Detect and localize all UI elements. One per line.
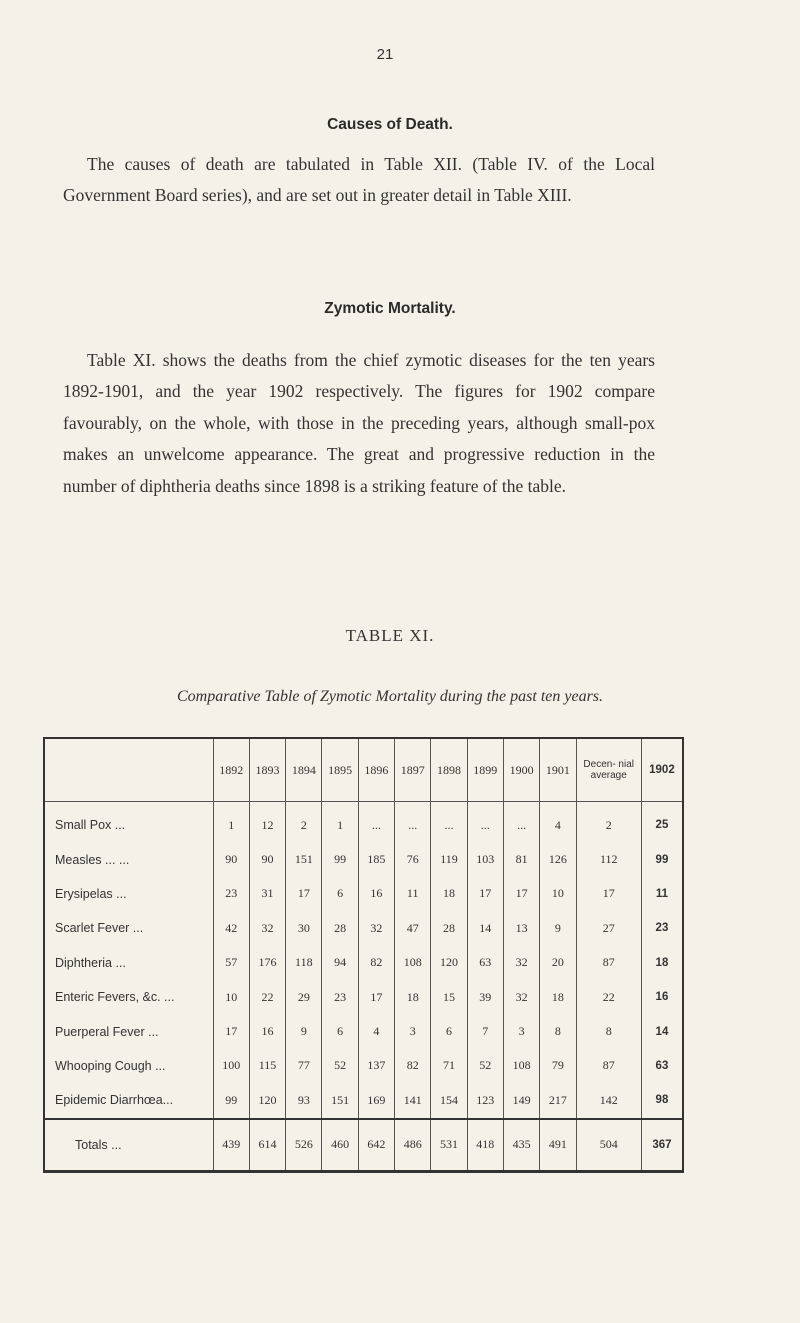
table-cell: ... <box>503 802 539 843</box>
table-cell: 4 <box>540 802 576 843</box>
table-cell: 2 <box>286 802 322 843</box>
table-cell: 87 <box>576 1049 641 1083</box>
table-cell: 28 <box>431 911 467 945</box>
table-cell: 8 <box>540 1014 576 1048</box>
table-cell: 76 <box>395 842 431 876</box>
table-cell: 137 <box>358 1049 394 1083</box>
table-cell: 17 <box>213 1014 249 1048</box>
table-cell: 23 <box>322 980 358 1014</box>
table-cell: 1 <box>322 802 358 843</box>
table-cell: 47 <box>395 911 431 945</box>
table-row <box>44 1014 683 1048</box>
table-cell: 99 <box>213 1083 249 1118</box>
row-label: Small Pox ... <box>55 818 126 833</box>
table-row <box>44 1049 683 1083</box>
table-cell: 642 <box>358 1119 394 1172</box>
table-cell: 32 <box>503 980 539 1014</box>
table-cell: 3 <box>503 1014 539 1048</box>
table-cell: ... <box>431 802 467 843</box>
table-cell: 526 <box>286 1119 322 1172</box>
table-cell: 22 <box>576 980 641 1014</box>
table-cell: 151 <box>322 1083 358 1118</box>
table-title: TABLE XI. <box>345 626 435 645</box>
table-cell: 82 <box>358 946 394 980</box>
row-label: Enteric Fevers, &c. ... <box>55 990 175 1005</box>
row-label: Puerperal Fever ... <box>55 1024 159 1039</box>
table-cell: 30 <box>286 911 322 945</box>
table-cell: 120 <box>431 946 467 980</box>
table-cell: 87 <box>576 946 641 980</box>
table-cell: 11 <box>395 877 431 911</box>
table-cell: 217 <box>540 1083 576 1118</box>
table-row <box>44 802 683 843</box>
header-cell-1894: 1894 <box>286 738 322 802</box>
table-cell: 103 <box>467 842 503 876</box>
table-row <box>44 911 683 945</box>
table-row <box>44 946 683 980</box>
row-label: Scarlet Fever ... <box>55 921 144 936</box>
table-cell: 32 <box>249 911 285 945</box>
table-cell: 123 <box>467 1083 503 1118</box>
table-cell: 17 <box>358 980 394 1014</box>
table-cell: 79 <box>540 1049 576 1083</box>
table-row <box>44 1083 683 1118</box>
table-cell: 435 <box>503 1119 539 1172</box>
table-cell: 460 <box>322 1119 358 1172</box>
table-cell: 42 <box>213 911 249 945</box>
table-cell: 94 <box>322 946 358 980</box>
table-cell: 63 <box>467 946 503 980</box>
table-cell: 31 <box>249 877 285 911</box>
paragraph-zymotic-mortality: Table XI. shows the deaths from the chief zymotic diseases for the ten years 1892-1901, and the year 1902 respectively. The figures for 1902 compare favourably, on the whole, with those in the preceding years, although small-pox makes an unwelcome appearance. The great and progressive reduction in the number of diphtheria deaths since 1898 is a striking feature of the table. <box>63 349 655 496</box>
table-cell: 486 <box>395 1119 431 1172</box>
table-cell: 614 <box>249 1119 285 1172</box>
table-cell: 141 <box>395 1083 431 1118</box>
table-cell: 11 <box>641 877 683 911</box>
table-cell: 18 <box>395 980 431 1014</box>
table-cell: 14 <box>467 911 503 945</box>
table-cell: ... <box>395 802 431 843</box>
section-heading-zymotic-mortality: Zymotic Mortality. <box>324 300 456 317</box>
table-cell: 90 <box>213 842 249 876</box>
table-cell: 13 <box>503 911 539 945</box>
table-cell: 25 <box>641 802 683 843</box>
table-cell: 12 <box>249 802 285 843</box>
table-cell: 126 <box>540 842 576 876</box>
table-cell: 82 <box>395 1049 431 1083</box>
table-cell: 108 <box>503 1049 539 1083</box>
table-header-row <box>44 738 683 802</box>
table-cell: 6 <box>322 1014 358 1048</box>
table-cell: 15 <box>431 980 467 1014</box>
table-cell: 63 <box>641 1049 683 1083</box>
table-row <box>44 980 683 1014</box>
table-cell: 176 <box>249 946 285 980</box>
table-cell: 118 <box>286 946 322 980</box>
header-cell-1897: 1897 <box>395 738 431 802</box>
table-cell: 17 <box>467 877 503 911</box>
table-cell: 17 <box>576 877 641 911</box>
table-cell: 142 <box>576 1083 641 1118</box>
table-cell: 17 <box>286 877 322 911</box>
table-cell: 2 <box>576 802 641 843</box>
header-cell-1893: 1893 <box>249 738 285 802</box>
row-label: Erysipelas ... <box>55 886 127 901</box>
section-heading-causes-of-death: Causes of Death. <box>327 116 453 133</box>
table-cell: 20 <box>540 946 576 980</box>
table-cell: 52 <box>322 1049 358 1083</box>
table-row <box>44 877 683 911</box>
table-cell: ... <box>358 802 394 843</box>
table-cell: 16 <box>641 980 683 1014</box>
table-cell: 18 <box>431 877 467 911</box>
table-cell: 16 <box>358 877 394 911</box>
header-cell-1901: 1901 <box>540 738 576 802</box>
header-cell-decennial-average: Decen- nial average <box>576 738 641 802</box>
table-cell: 119 <box>431 842 467 876</box>
table-cell: 52 <box>467 1049 503 1083</box>
row-label: Whooping Cough ... <box>55 1058 166 1073</box>
table-cell: 57 <box>213 946 249 980</box>
table-cell: 9 <box>540 911 576 945</box>
table-cell: 6 <box>322 877 358 911</box>
header-cell-1900: 1900 <box>503 738 539 802</box>
table-cell: 154 <box>431 1083 467 1118</box>
table-cell: 99 <box>641 842 683 876</box>
table-cell: 108 <box>395 946 431 980</box>
table-cell: 29 <box>286 980 322 1014</box>
table-cell: 6 <box>431 1014 467 1048</box>
table-cell: 151 <box>286 842 322 876</box>
table-cell: 16 <box>249 1014 285 1048</box>
table-cell: 32 <box>358 911 394 945</box>
header-cell-1895: 1895 <box>322 738 358 802</box>
zymotic-mortality-table <box>43 737 684 1173</box>
table-cell: 531 <box>431 1119 467 1172</box>
table-cell: 100 <box>213 1049 249 1083</box>
table-cell: 185 <box>358 842 394 876</box>
table-cell: 71 <box>431 1049 467 1083</box>
table-cell: 22 <box>249 980 285 1014</box>
table-cell: 27 <box>576 911 641 945</box>
header-cell <box>44 738 213 802</box>
table-cell: 3 <box>395 1014 431 1048</box>
header-cell-1898: 1898 <box>431 738 467 802</box>
table-cell: 8 <box>576 1014 641 1048</box>
table-cell: 4 <box>358 1014 394 1048</box>
header-cell-1899: 1899 <box>467 738 503 802</box>
header-cell-1892: 1892 <box>213 738 249 802</box>
table-cell: ... <box>467 802 503 843</box>
table-cell: 504 <box>576 1119 641 1172</box>
table-cell: 18 <box>641 946 683 980</box>
table-cell: 98 <box>641 1083 683 1118</box>
table-cell: 10 <box>213 980 249 1014</box>
table-cell: 32 <box>503 946 539 980</box>
table-cell: 169 <box>358 1083 394 1118</box>
table-cell: 112 <box>576 842 641 876</box>
table-cell: 90 <box>249 842 285 876</box>
table-cell: 9 <box>286 1014 322 1048</box>
table-cell: 439 <box>213 1119 249 1172</box>
table-cell: 14 <box>641 1014 683 1048</box>
row-label: Totals ... <box>44 1119 213 1172</box>
table-cell: 367 <box>641 1119 683 1172</box>
table-cell: 17 <box>503 877 539 911</box>
row-label: Epidemic Diarrhœa... <box>55 1093 174 1108</box>
row-label: Diphtheria ... <box>55 955 126 970</box>
table-cell: 120 <box>249 1083 285 1118</box>
table-cell: 39 <box>467 980 503 1014</box>
totals-row <box>44 1119 683 1172</box>
table-subtitle: Comparative Table of Zymotic Mortality during the past ten years. <box>176 688 604 705</box>
table-cell: 93 <box>286 1083 322 1118</box>
header-cell-1902: 1902 <box>641 738 683 802</box>
table-cell: 115 <box>249 1049 285 1083</box>
table-cell: 149 <box>503 1083 539 1118</box>
table-row <box>44 842 683 876</box>
paragraph-causes-of-death: The causes of death are tabulated in Table XII. (Table IV. of the Local Government Board series), and are set out in greater detail in Table XIII. <box>63 153 655 205</box>
table-cell: 7 <box>467 1014 503 1048</box>
table-cell: 491 <box>540 1119 576 1172</box>
table-cell: 23 <box>213 877 249 911</box>
table-cell: 81 <box>503 842 539 876</box>
table-cell: 10 <box>540 877 576 911</box>
table-cell: 1 <box>213 802 249 843</box>
page-number: 21 <box>376 46 394 63</box>
table-cell: 18 <box>540 980 576 1014</box>
table-cell: 28 <box>322 911 358 945</box>
table-cell: 418 <box>467 1119 503 1172</box>
row-label: Measles ... ... <box>55 852 130 867</box>
table-cell: 99 <box>322 842 358 876</box>
header-cell-1896: 1896 <box>358 738 394 802</box>
table-cell: 23 <box>641 911 683 945</box>
table-cell: 77 <box>286 1049 322 1083</box>
